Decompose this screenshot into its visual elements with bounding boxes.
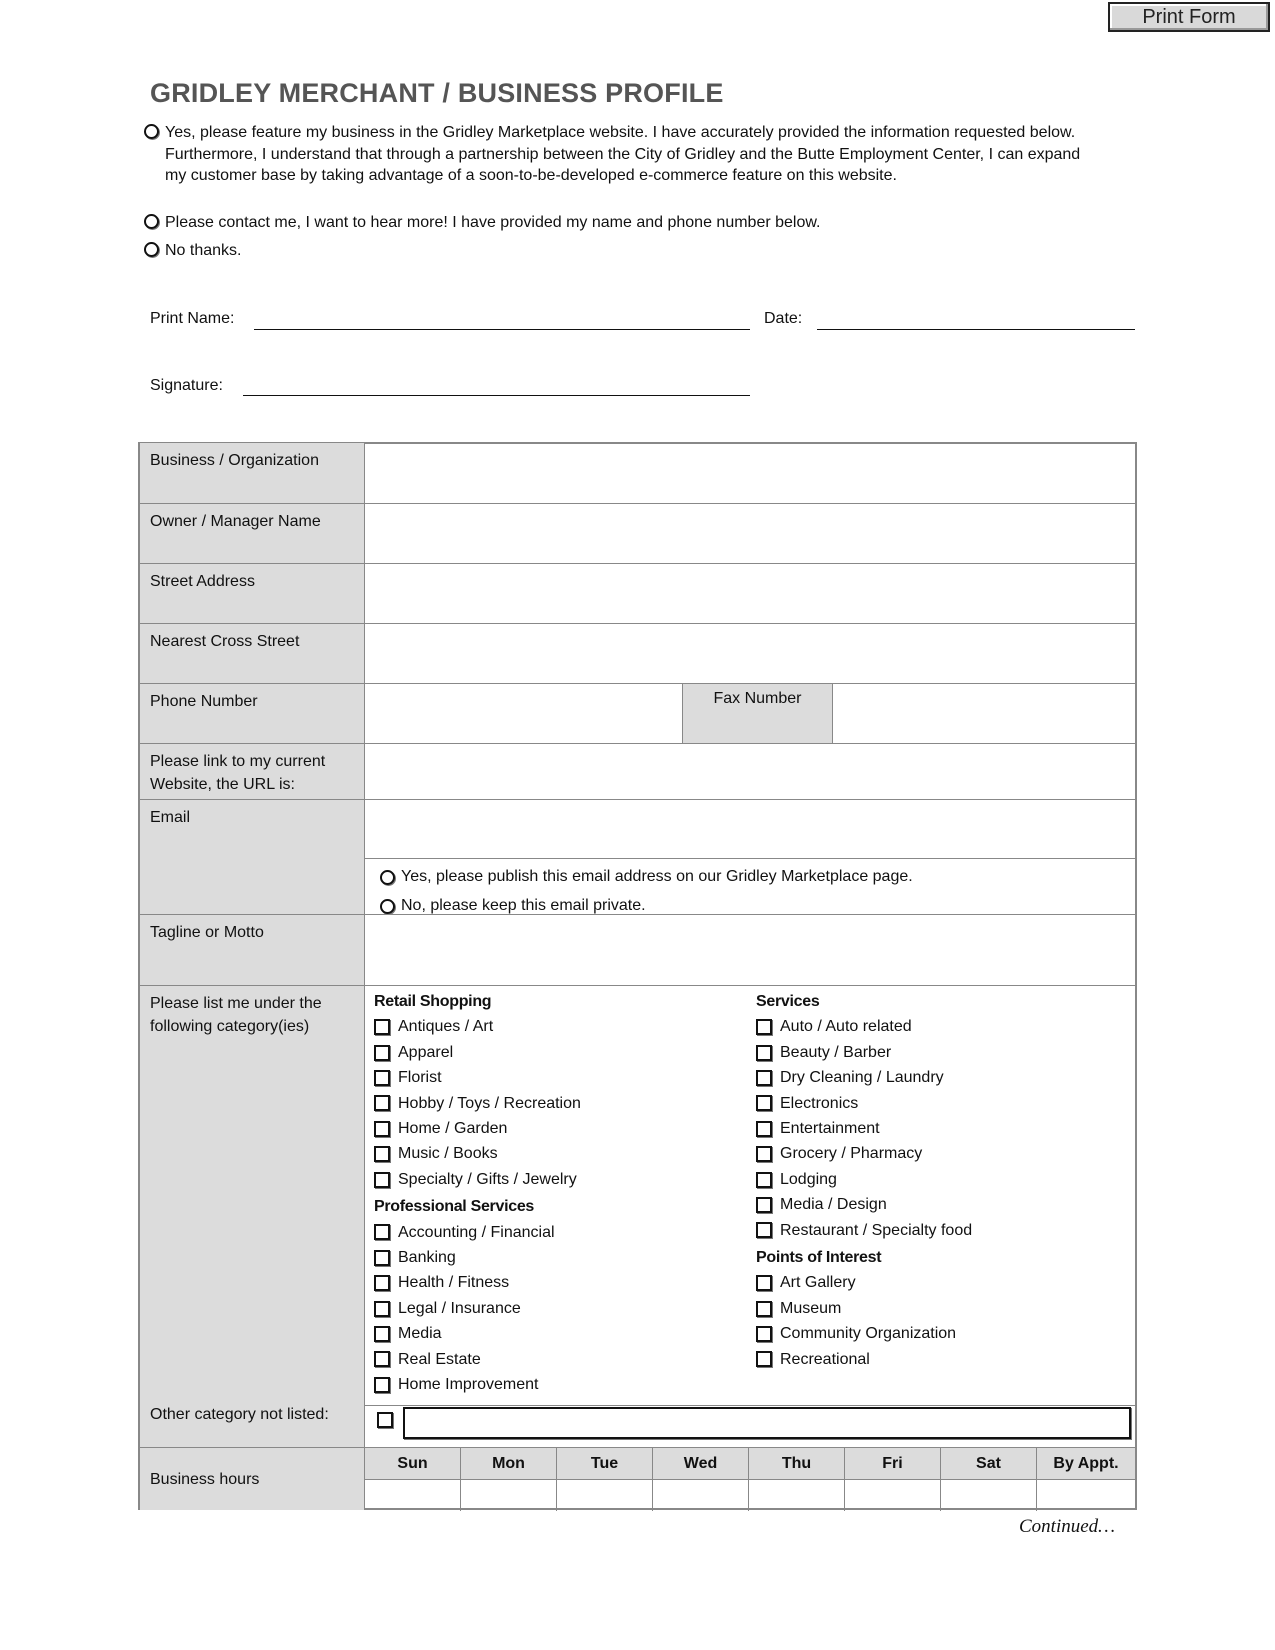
business-field[interactable] <box>365 443 1135 503</box>
checkbox-icon[interactable] <box>374 1172 390 1188</box>
list-item[interactable] <box>756 1270 972 1295</box>
list-item[interactable] <box>756 1167 972 1192</box>
list-item[interactable] <box>756 1296 972 1321</box>
hours-field-thu[interactable] <box>749 1480 845 1511</box>
checkbox-icon[interactable] <box>756 1351 772 1367</box>
professional-heading: Professional Services <box>374 1198 535 1216</box>
checkbox-icon[interactable] <box>374 1019 390 1035</box>
list-item[interactable] <box>374 1014 581 1039</box>
radio-private-icon[interactable] <box>380 899 395 914</box>
hours-field-sat[interactable] <box>941 1480 1037 1511</box>
list-item[interactable] <box>756 1091 972 1116</box>
row-email <box>140 799 1135 914</box>
email-private-label: No, please keep this email private. <box>401 897 646 914</box>
checkbox-icon[interactable] <box>756 1197 772 1213</box>
option-no-thanks-label: No thanks. <box>165 242 242 259</box>
email-field[interactable] <box>365 800 1135 859</box>
list-item-label: Accounting / Financial <box>398 1223 555 1241</box>
owner-field[interactable] <box>365 504 1135 564</box>
hours-field-tue[interactable] <box>557 1480 653 1511</box>
checkbox-icon[interactable] <box>374 1351 390 1367</box>
services-group <box>756 989 972 1372</box>
checkbox-icon[interactable] <box>374 1301 390 1317</box>
list-item-label: Recreational <box>780 1350 870 1368</box>
fax-field[interactable] <box>833 684 1135 743</box>
list-item-label: Media / Design <box>780 1196 887 1214</box>
email-publish-option[interactable] <box>380 868 913 886</box>
list-item-label: Museum <box>780 1299 842 1317</box>
checkbox-icon[interactable] <box>756 1326 772 1342</box>
option-contact-me[interactable] <box>144 212 1085 234</box>
signature-label: Signature: <box>150 377 223 394</box>
website-field[interactable] <box>365 744 1135 800</box>
street-field[interactable] <box>365 564 1135 624</box>
email-publish-label: Yes, please publish this email address on our Gridley Marketplace page. <box>401 868 913 885</box>
list-item-label: Community Organization <box>780 1325 957 1343</box>
list-item-label: Grocery / Pharmacy <box>780 1145 923 1163</box>
tagline-label: Tagline or Motto <box>140 915 365 985</box>
list-item-label: Entertainment <box>780 1120 880 1138</box>
hours-header-fri: Fri <box>845 1448 941 1480</box>
option-contact-label: Please contact me, I want to hear more! I have provided my name and phone number below. <box>165 214 821 231</box>
checkbox-icon[interactable] <box>374 1146 390 1162</box>
hours-field-sun[interactable] <box>365 1480 461 1511</box>
cross-street-label: Nearest Cross Street <box>140 624 365 683</box>
list-item-label: Dry Cleaning / Laundry <box>780 1069 944 1087</box>
other-category-row <box>365 1405 1135 1447</box>
row-tagline <box>140 914 1135 985</box>
list-item[interactable] <box>374 1347 581 1372</box>
hours-header-by-appt: By Appt. <box>1037 1448 1135 1480</box>
checkbox-icon[interactable] <box>756 1070 772 1086</box>
continued-note: Continued… <box>1019 1516 1116 1537</box>
list-item-label: Electronics <box>780 1094 859 1112</box>
list-item[interactable] <box>756 1040 972 1065</box>
hours-header-thu: Thu <box>749 1448 845 1480</box>
list-item-label: Real Estate <box>398 1350 481 1368</box>
list-item-label: Restaurant / Specialty food <box>780 1221 973 1239</box>
phone-label: Phone Number <box>140 684 365 743</box>
option-feature-label: Yes, please feature my business in the Gridley Marketplace website. I have accurately provided the information requested below. Furthermore, I understand that through a partnership between the City of Gridley and the Butte Employment Center, I can expand my customer base by taking advantage of a soon-to-be-developed e-commerce feature on this website. <box>165 124 1081 184</box>
other-category-checkbox-icon[interactable] <box>377 1412 393 1428</box>
radio-feature-icon[interactable] <box>144 124 159 139</box>
signature-line[interactable] <box>243 395 750 396</box>
checkbox-icon[interactable] <box>374 1070 390 1086</box>
list-item[interactable] <box>374 1220 581 1245</box>
option-feature-business[interactable] <box>144 122 1085 187</box>
radio-contact-icon[interactable] <box>144 214 159 229</box>
list-item[interactable] <box>756 1141 972 1166</box>
list-item-label: Health / Fitness <box>398 1274 510 1292</box>
checkbox-icon[interactable] <box>374 1121 390 1137</box>
checkbox-icon[interactable] <box>756 1045 772 1061</box>
checkbox-icon[interactable] <box>756 1275 772 1291</box>
hours-header-wed: Wed <box>653 1448 749 1480</box>
email-private-option[interactable] <box>380 897 646 915</box>
street-label: Street Address <box>140 564 365 623</box>
profile-form-table <box>138 442 1137 1510</box>
category-label: Please list me under the following category(ies) <box>150 995 322 1035</box>
tagline-field[interactable] <box>365 915 1135 986</box>
list-item[interactable] <box>756 1218 972 1243</box>
list-item[interactable] <box>374 1040 581 1065</box>
list-item[interactable] <box>756 1116 972 1141</box>
cross-street-field[interactable] <box>365 624 1135 684</box>
checkbox-icon[interactable] <box>756 1121 772 1137</box>
radio-no-thanks-icon[interactable] <box>144 242 159 257</box>
list-item[interactable] <box>374 1167 581 1192</box>
list-item[interactable] <box>374 1372 581 1397</box>
list-item[interactable] <box>374 1245 581 1270</box>
hours-field-wed[interactable] <box>653 1480 749 1511</box>
checkbox-icon[interactable] <box>374 1045 390 1061</box>
list-item-label: Banking <box>398 1249 456 1267</box>
hours-field-by-appt[interactable] <box>1037 1480 1135 1511</box>
list-item-label: Florist <box>398 1069 442 1087</box>
list-item-label: Music / Books <box>398 1145 498 1163</box>
row-street <box>140 563 1135 623</box>
retail-heading: Retail Shopping <box>374 993 492 1010</box>
category-label-cell <box>140 986 365 1447</box>
list-item[interactable] <box>374 1141 581 1166</box>
checkbox-icon[interactable] <box>756 1172 772 1188</box>
list-item-label: Legal / Insurance <box>398 1299 521 1317</box>
other-category-label: Other category not listed: <box>150 1406 329 1423</box>
list-item-label: Hobby / Toys / Recreation <box>398 1094 581 1112</box>
email-label: Email <box>140 800 365 914</box>
print-name-line[interactable] <box>254 329 750 330</box>
hours-label: Business hours <box>140 1448 365 1510</box>
list-item[interactable] <box>374 1065 581 1090</box>
hours-header-sat: Sat <box>941 1448 1037 1480</box>
other-category-input[interactable] <box>403 1407 1131 1439</box>
list-item-label: Home / Garden <box>398 1120 508 1138</box>
list-item-label: Apparel <box>398 1043 454 1061</box>
option-no-thanks[interactable] <box>144 240 1085 262</box>
row-categories <box>140 985 1135 1447</box>
list-item-label: Antiques / Art <box>398 1018 494 1036</box>
list-item[interactable] <box>374 1270 581 1295</box>
hours-field-fri[interactable] <box>845 1480 941 1511</box>
checkbox-icon[interactable] <box>374 1377 390 1393</box>
services-heading: Services <box>756 993 820 1010</box>
list-item-label: Lodging <box>780 1170 837 1188</box>
checkbox-icon[interactable] <box>756 1095 772 1111</box>
website-label: Please link to my current Website, the URL is: <box>140 744 365 799</box>
hours-field-mon[interactable] <box>461 1480 557 1511</box>
list-item[interactable] <box>756 1347 972 1372</box>
row-cross-street <box>140 623 1135 683</box>
list-item[interactable] <box>374 1116 581 1141</box>
row-website <box>140 743 1135 799</box>
checkbox-icon[interactable] <box>374 1250 390 1266</box>
checkbox-icon[interactable] <box>756 1222 772 1238</box>
list-item[interactable] <box>374 1321 581 1346</box>
fax-label: Fax Number <box>683 684 833 743</box>
checkbox-icon[interactable] <box>756 1146 772 1162</box>
business-label: Business / Organization <box>140 443 365 503</box>
checkbox-icon[interactable] <box>756 1301 772 1317</box>
checkbox-icon[interactable] <box>374 1095 390 1111</box>
hours-header-sun: Sun <box>365 1448 461 1480</box>
phone-field[interactable] <box>365 684 683 743</box>
row-business <box>140 443 1135 503</box>
hours-header-tue: Tue <box>557 1448 653 1480</box>
list-item[interactable] <box>374 1091 581 1116</box>
row-phone <box>140 683 1135 743</box>
print-name-label: Print Name: <box>150 310 235 327</box>
checkbox-icon[interactable] <box>374 1224 390 1240</box>
list-item-label: Beauty / Barber <box>780 1043 892 1061</box>
date-line[interactable] <box>817 329 1135 330</box>
retail-group <box>374 989 581 1398</box>
list-item[interactable] <box>756 1065 972 1090</box>
row-owner <box>140 503 1135 563</box>
list-item-label: Auto / Auto related <box>780 1018 912 1036</box>
list-item-label: Art Gallery <box>780 1274 856 1292</box>
list-item[interactable] <box>756 1192 972 1217</box>
date-label: Date: <box>764 310 803 327</box>
radio-publish-icon[interactable] <box>380 870 395 885</box>
checkbox-icon[interactable] <box>374 1326 390 1342</box>
hours-header-mon: Mon <box>461 1448 557 1480</box>
print-form-button[interactable]: Print Form <box>1108 2 1270 32</box>
list-item[interactable] <box>374 1296 581 1321</box>
owner-label: Owner / Manager Name <box>140 504 365 563</box>
row-hours <box>140 1447 1135 1510</box>
points-heading: Points of Interest <box>756 1249 882 1267</box>
checkbox-icon[interactable] <box>756 1019 772 1035</box>
checkbox-icon[interactable] <box>374 1275 390 1291</box>
list-item[interactable] <box>756 1321 972 1346</box>
list-item[interactable] <box>756 1014 972 1039</box>
page-title: GRIDLEY MERCHANT / BUSINESS PROFILE <box>150 78 724 108</box>
list-item-label: Specialty / Gifts / Jewelry <box>398 1170 577 1188</box>
list-item-label: Home Improvement <box>398 1376 539 1394</box>
list-item-label: Media <box>398 1325 442 1343</box>
